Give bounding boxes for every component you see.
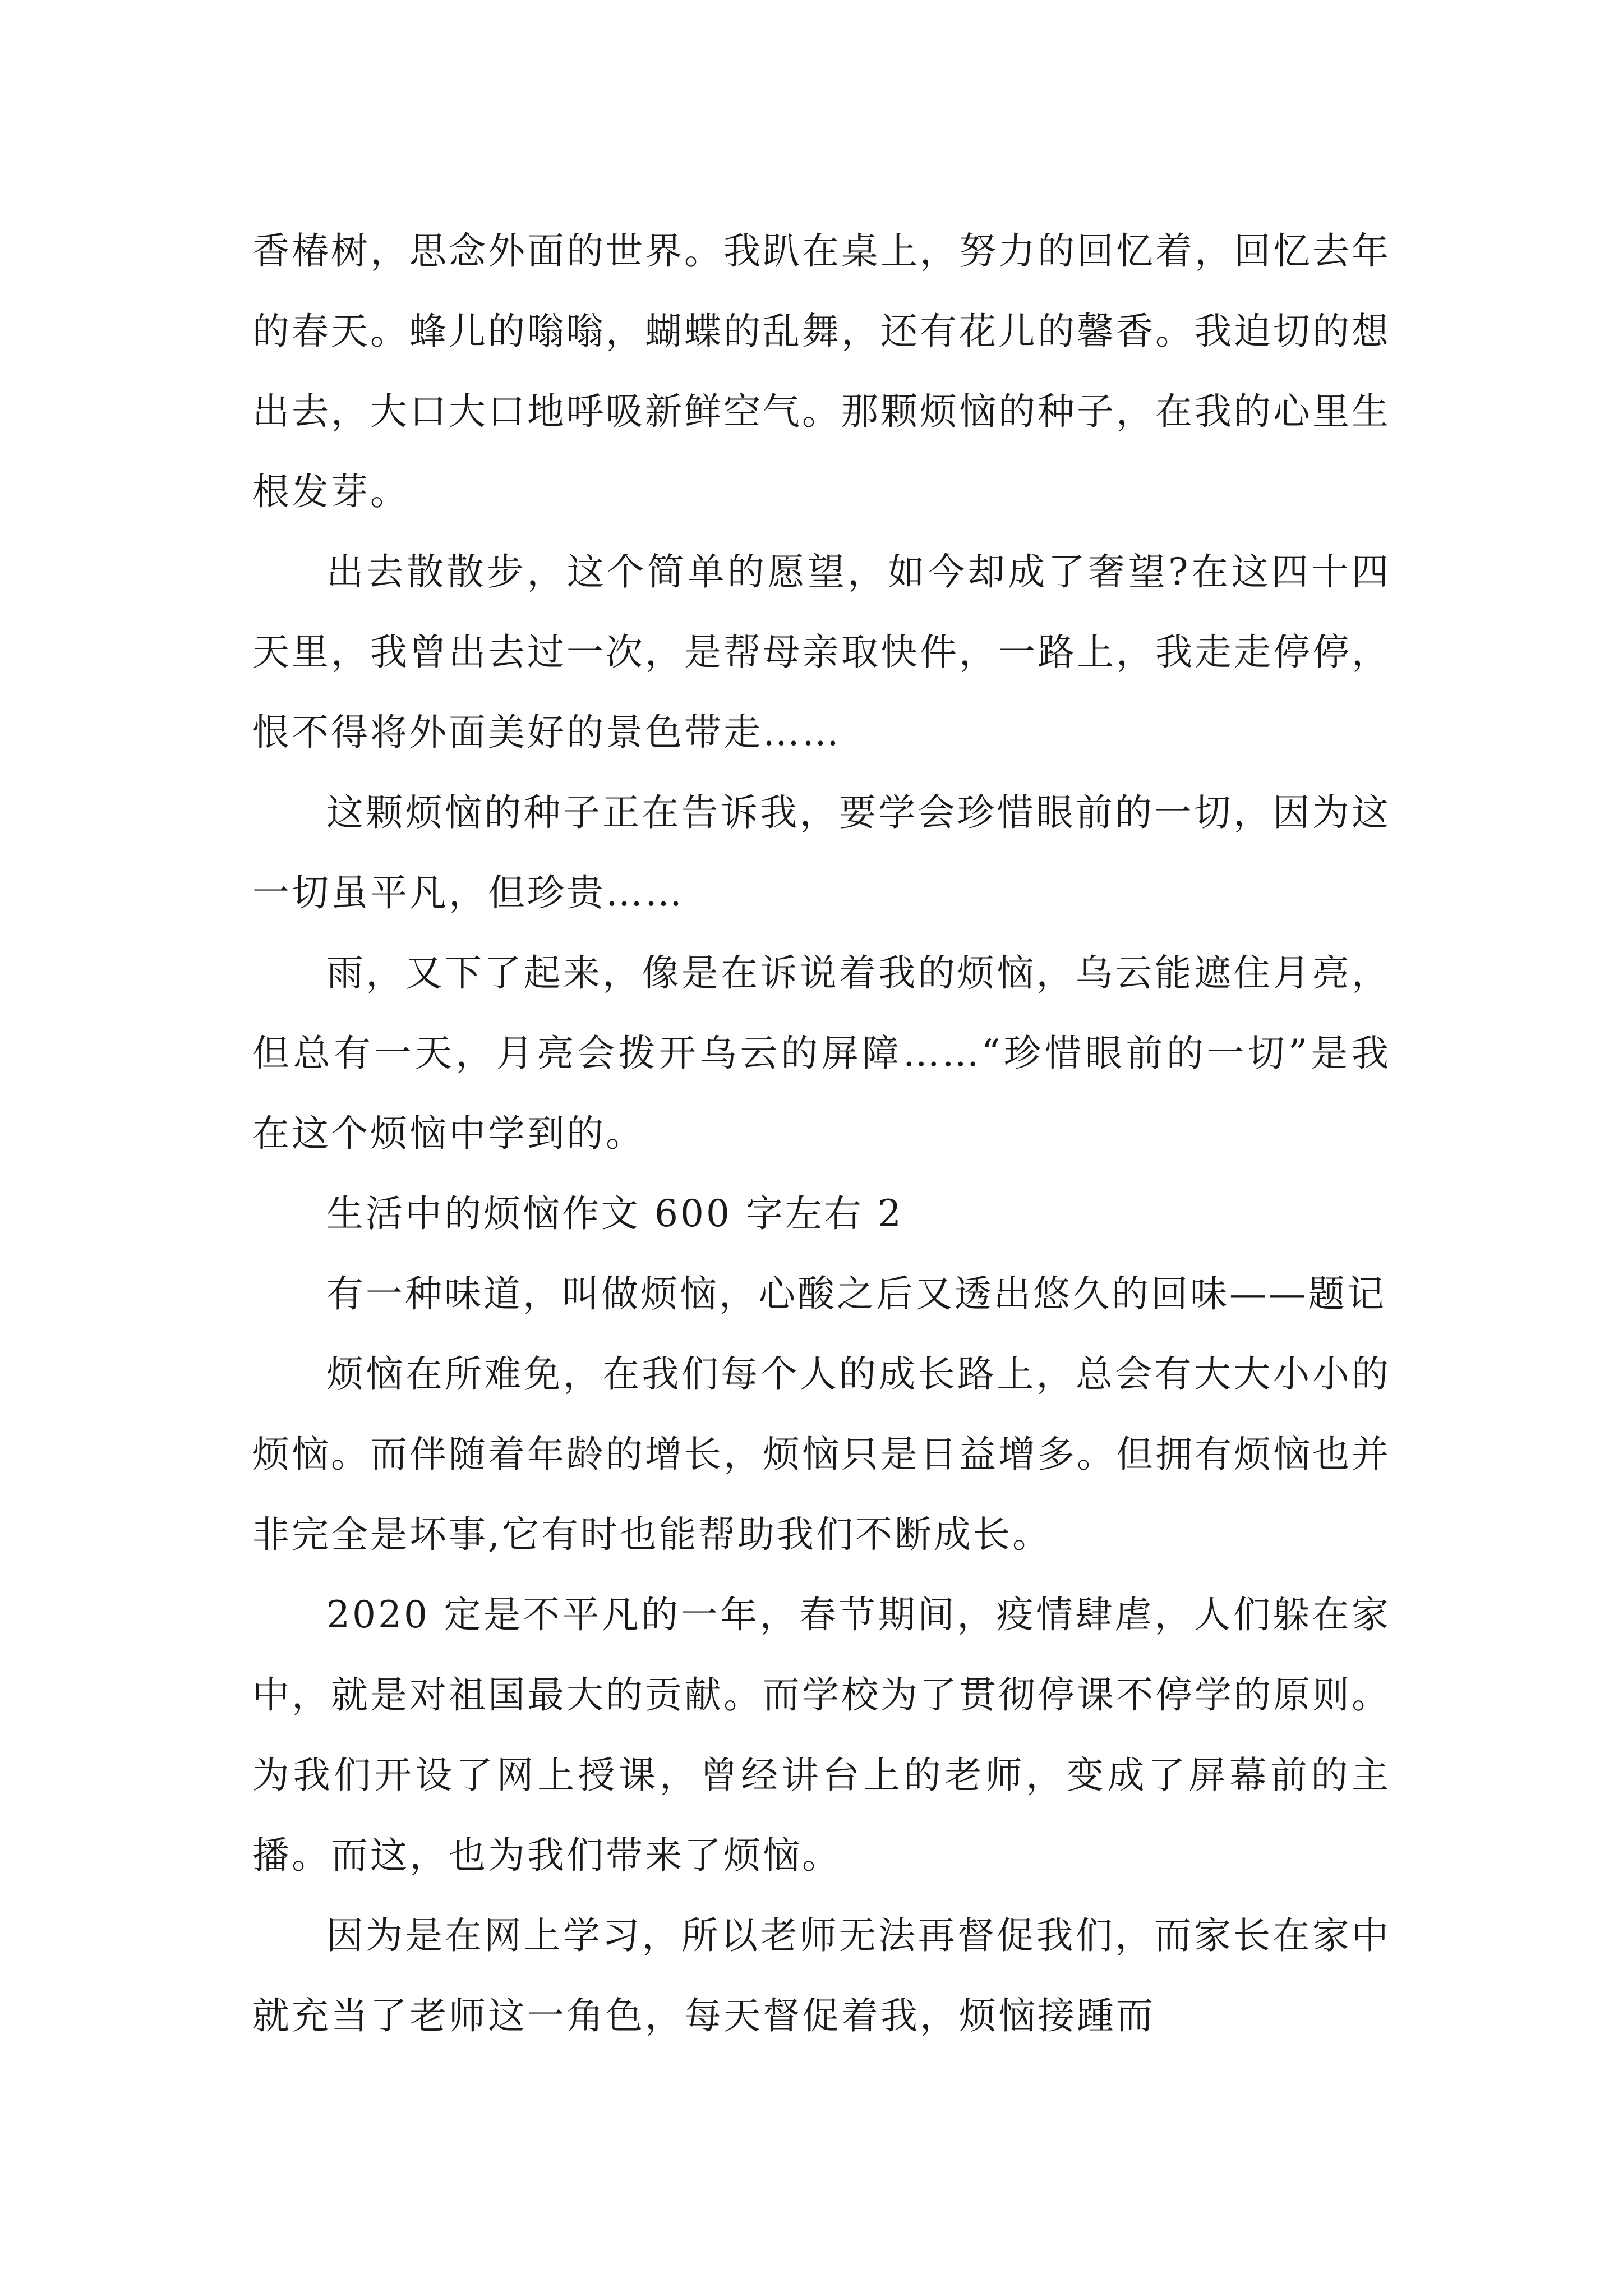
essay-title-2: 生活中的烦恼作文 600 字左右 2 [326,1192,903,1235]
paragraph-2020: 2020 定是不平凡的一年，春节期间，疫情肆虐，人们躲在家中，就是对祖国最大的贡献。而学校为了贯彻停课不停学的原则。为我们开设了网上授课，曾经讲台上的老师，变成了屏幕前的主播。而这，也为我们带来了烦恼。 [252,1593,1391,1877]
paragraph-cherish: 这颗烦恼的种子正在告诉我，要学会珍惜眼前的一切，因为这一切虽平凡，但珍贵…… [252,791,1391,914]
paragraph-walk-wish: 出去散散步，这个简单的愿望，如今却成了奢望?在这四十四天里，我曾出去过一次，是帮母亲取快件，一路上，我走走停停，恨不得将外面美好的景色带走…… [252,550,1391,754]
paragraph-continuation: 香椿树，思念外面的世界。我趴在桌上，努力的回忆着，回忆去年的春天。蜂儿的嗡嗡，蝴蝶的乱舞，还有花儿的馨香。我迫切的想出去，大口大口地呼吸新鲜空气。那颗烦恼的种子，在我的心里生根发芽。 [252,229,1391,513]
paragraph-growth: 烦恼在所难免，在我们每个人的成长路上，总会有大大小小的烦恼。而伴随着年龄的增长，烦恼只是日益增多。但拥有烦恼也并非完全是坏事,它有时也能帮助我们不断成长。 [252,1352,1391,1556]
paragraph-epigraph: 有一种味道，叫做烦恼，心酸之后又透出悠久的回味——题记 [326,1272,1386,1315]
paragraph-online-study: 因为是在网上学习，所以老师无法再督促我们，而家长在家中就充当了老师这一角色，每天督促着我，烦恼接踵而 [252,1914,1391,2037]
document-body [252,211,1391,2056]
paragraph-rain: 雨，又下了起来，像是在诉说着我的烦恼，乌云能遮住月亮，但总有一天，月亮会拨开乌云的屏障……“珍惜眼前的一切”是我在这个烦恼中学到的。 [252,951,1391,1155]
